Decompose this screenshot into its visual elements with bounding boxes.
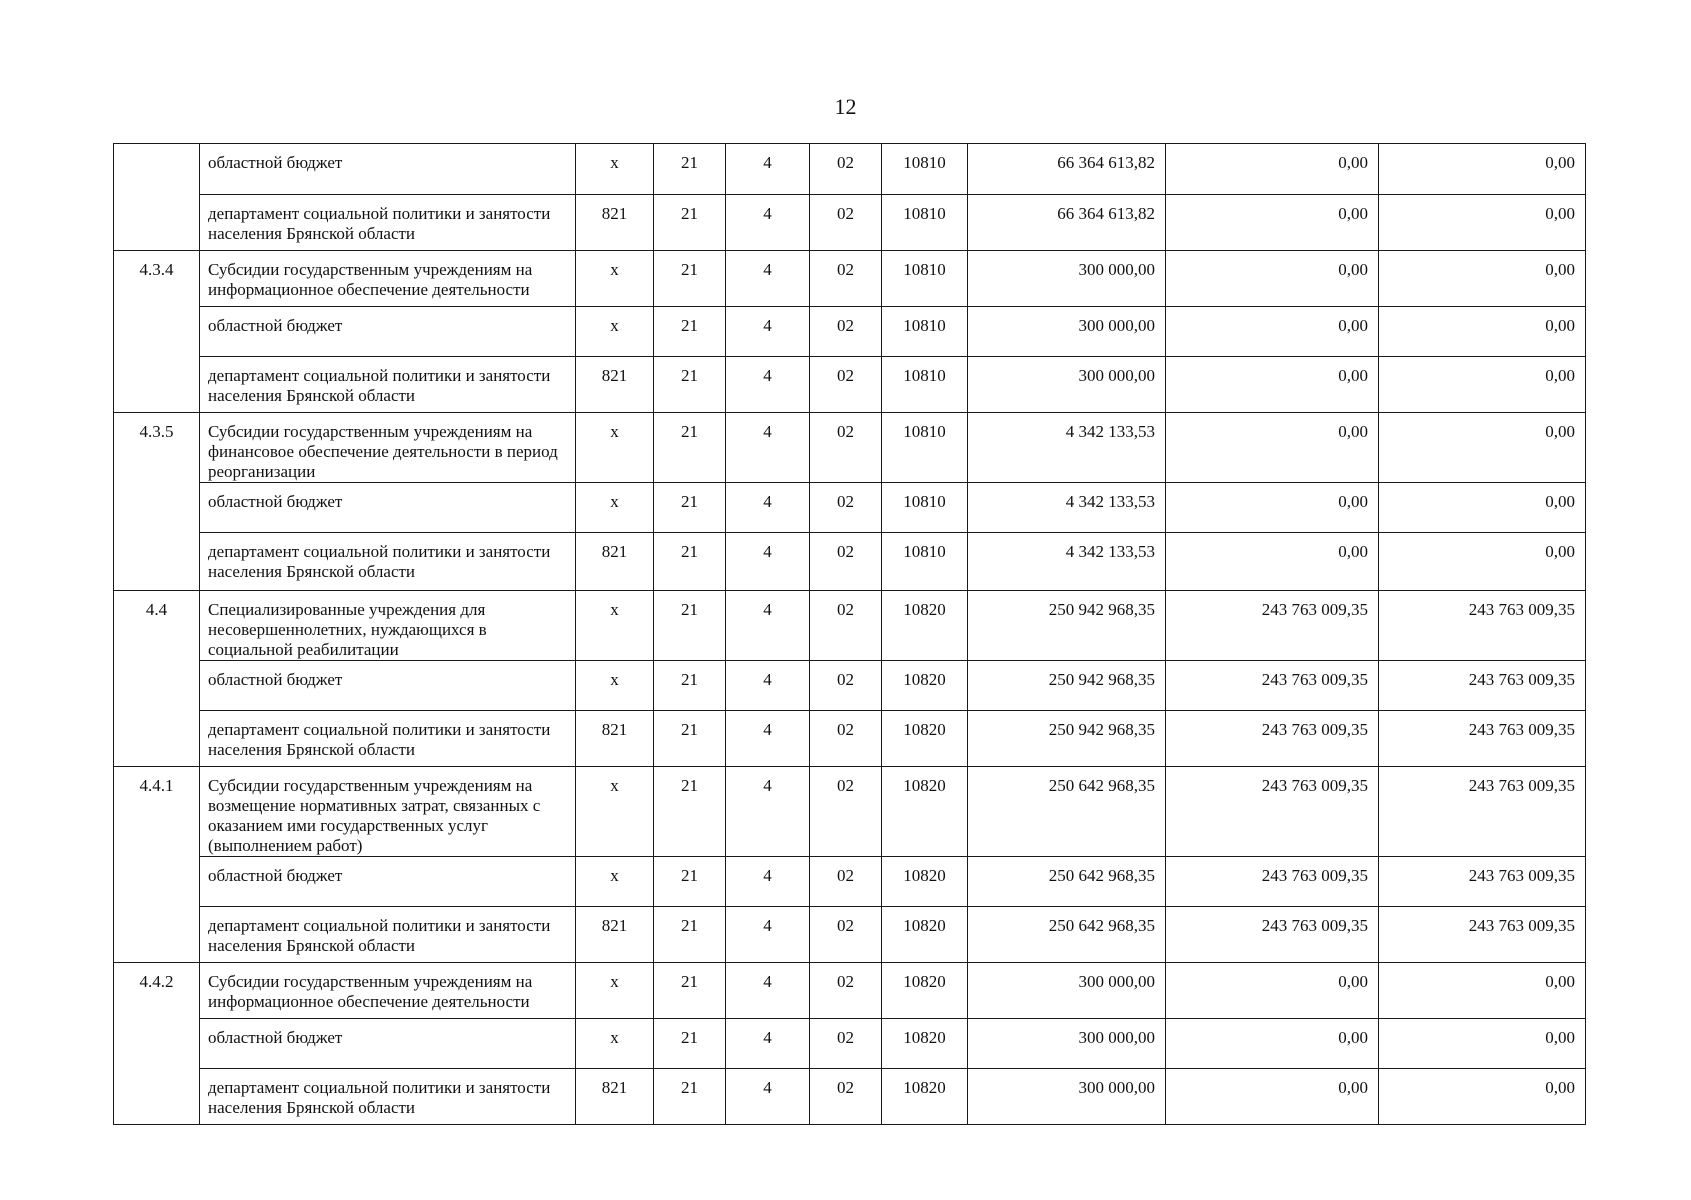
row-target-code: 10820 [882,1069,968,1125]
row-amount-year1: 4 342 133,53 [968,483,1166,533]
row-target-code: 10820 [882,963,968,1019]
row-amount-year3: 0,00 [1379,307,1586,357]
table-row [114,857,1586,907]
row-section-code: 21 [654,357,726,413]
row-amount-year1: 300 000,00 [968,307,1166,357]
row-name: департамент социальной политики и занятости населения Брянской области [200,1069,576,1125]
row-subsection-code: 4 [726,1019,810,1069]
table-row [114,591,1586,661]
row-grbs-code: х [576,767,654,857]
row-grbs-code: х [576,963,654,1019]
row-target-code: 10810 [882,307,968,357]
row-name: областной бюджет [200,857,576,907]
row-amount-year1: 250 642 968,35 [968,907,1166,963]
row-amount-year1: 250 942 968,35 [968,711,1166,767]
table-row [114,1019,1586,1069]
table-row [114,195,1586,251]
row-amount-year2: 0,00 [1166,195,1379,251]
row-subsection-code: 4 [726,711,810,767]
row-section-code: 21 [654,307,726,357]
row-amount-year1: 4 342 133,53 [968,413,1166,483]
row-amount-year1: 250 642 968,35 [968,857,1166,907]
row-amount-year1: 300 000,00 [968,963,1166,1019]
row-subsection-code: 4 [726,413,810,483]
row-section-code: 21 [654,591,726,661]
row-program-code: 02 [810,144,882,195]
row-target-code: 10810 [882,195,968,251]
row-grbs-code: х [576,1019,654,1069]
row-program-code: 02 [810,591,882,661]
table-row [114,711,1586,767]
row-program-code: 02 [810,907,882,963]
row-section-code: 21 [654,963,726,1019]
table-row [114,483,1586,533]
row-amount-year3: 243 763 009,35 [1379,857,1586,907]
row-section-code: 21 [654,195,726,251]
row-amount-year2: 0,00 [1166,533,1379,591]
row-amount-year2: 0,00 [1166,1069,1379,1125]
row-amount-year1: 250 942 968,35 [968,591,1166,661]
row-program-code: 02 [810,1069,882,1125]
row-subsection-code: 4 [726,1069,810,1125]
row-amount-year2: 0,00 [1166,963,1379,1019]
row-target-code: 10820 [882,767,968,857]
row-name: областной бюджет [200,307,576,357]
table-row [114,907,1586,963]
row-target-code: 10810 [882,483,968,533]
row-subsection-code: 4 [726,483,810,533]
row-name: Субсидии государственным учреждениям на информационное обеспечение деятельности [200,251,576,307]
row-name: Субсидии государственным учреждениям на возмещение нормативных затрат, связанных с оказанием ими государственных услуг (выполнением работ) [200,767,576,857]
row-section-code: 21 [654,857,726,907]
row-subsection-code: 4 [726,857,810,907]
row-amount-year2: 0,00 [1166,251,1379,307]
row-name: областной бюджет [200,144,576,195]
row-program-code: 02 [810,195,882,251]
row-section-code: 21 [654,533,726,591]
row-name: областной бюджет [200,661,576,711]
row-section-code: 21 [654,661,726,711]
row-section-code: 21 [654,767,726,857]
row-section-number [114,144,200,251]
row-subsection-code: 4 [726,144,810,195]
row-amount-year1: 300 000,00 [968,1069,1166,1125]
row-grbs-code: х [576,857,654,907]
row-amount-year1: 250 942 968,35 [968,661,1166,711]
row-grbs-code: х [576,483,654,533]
row-amount-year2: 0,00 [1166,413,1379,483]
row-grbs-code: 821 [576,907,654,963]
row-subsection-code: 4 [726,195,810,251]
table-row [114,413,1586,483]
row-section-code: 21 [654,251,726,307]
row-section-code: 21 [654,1019,726,1069]
row-subsection-code: 4 [726,767,810,857]
row-target-code: 10810 [882,357,968,413]
row-name: Субсидии государственным учреждениям на информационное обеспечение деятельности [200,963,576,1019]
row-amount-year1: 66 364 613,82 [968,144,1166,195]
row-amount-year3: 243 763 009,35 [1379,711,1586,767]
row-program-code: 02 [810,963,882,1019]
row-name: департамент социальной политики и занятости населения Брянской области [200,711,576,767]
row-name: департамент социальной политики и занятости населения Брянской области [200,195,576,251]
row-grbs-code: х [576,251,654,307]
row-amount-year2: 243 763 009,35 [1166,767,1379,857]
row-grbs-code: х [576,144,654,195]
row-amount-year2: 0,00 [1166,1019,1379,1069]
row-subsection-code: 4 [726,307,810,357]
row-section-code: 21 [654,907,726,963]
row-grbs-code: х [576,307,654,357]
row-amount-year2: 243 763 009,35 [1166,661,1379,711]
row-grbs-code: 821 [576,357,654,413]
row-program-code: 02 [810,483,882,533]
row-program-code: 02 [810,711,882,767]
budget-table [113,143,1586,1125]
row-target-code: 10820 [882,661,968,711]
row-subsection-code: 4 [726,251,810,307]
row-grbs-code: 821 [576,533,654,591]
row-name: департамент социальной политики и занятости населения Брянской области [200,533,576,591]
row-section-number: 4.3.4 [114,251,200,413]
row-name: департамент социальной политики и занятости населения Брянской области [200,357,576,413]
row-section-code: 21 [654,413,726,483]
row-subsection-code: 4 [726,661,810,711]
row-target-code: 10820 [882,857,968,907]
row-target-code: 10810 [882,144,968,195]
row-subsection-code: 4 [726,533,810,591]
row-target-code: 10810 [882,533,968,591]
row-name: департамент социальной политики и занятости населения Брянской области [200,907,576,963]
row-program-code: 02 [810,357,882,413]
row-subsection-code: 4 [726,591,810,661]
row-amount-year1: 4 342 133,53 [968,533,1166,591]
row-program-code: 02 [810,413,882,483]
row-amount-year2: 0,00 [1166,483,1379,533]
row-amount-year3: 243 763 009,35 [1379,591,1586,661]
row-amount-year3: 0,00 [1379,963,1586,1019]
table-row [114,1069,1586,1125]
row-grbs-code: х [576,661,654,711]
row-program-code: 02 [810,1019,882,1069]
table-row [114,357,1586,413]
page-number: 12 [834,94,857,119]
row-section-code: 21 [654,711,726,767]
row-name: Специализированные учреждения для несовершеннолетних, нуждающихся в социальной реабилитации [200,591,576,661]
row-program-code: 02 [810,857,882,907]
row-target-code: 10820 [882,907,968,963]
row-grbs-code: 821 [576,1069,654,1125]
row-amount-year3: 0,00 [1379,1069,1586,1125]
row-amount-year1: 300 000,00 [968,251,1166,307]
row-amount-year3: 243 763 009,35 [1379,661,1586,711]
row-amount-year1: 300 000,00 [968,1019,1166,1069]
row-amount-year3: 0,00 [1379,195,1586,251]
table-row [114,767,1586,857]
row-program-code: 02 [810,533,882,591]
row-amount-year2: 243 763 009,35 [1166,907,1379,963]
row-subsection-code: 4 [726,907,810,963]
row-section-code: 21 [654,144,726,195]
row-grbs-code: х [576,591,654,661]
row-amount-year3: 0,00 [1379,533,1586,591]
row-program-code: 02 [810,307,882,357]
row-section-number: 4.4.1 [114,767,200,963]
row-subsection-code: 4 [726,963,810,1019]
row-amount-year3: 243 763 009,35 [1379,907,1586,963]
row-amount-year2: 0,00 [1166,307,1379,357]
row-program-code: 02 [810,767,882,857]
row-target-code: 10810 [882,413,968,483]
row-section-code: 21 [654,1069,726,1125]
row-section-number: 4.4 [114,591,200,767]
row-amount-year2: 243 763 009,35 [1166,711,1379,767]
row-amount-year3: 0,00 [1379,413,1586,483]
table-row [114,533,1586,591]
row-name: Субсидии государственным учреждениям на финансовое обеспечение деятельности в период реорганизации [200,413,576,483]
row-amount-year2: 243 763 009,35 [1166,857,1379,907]
row-target-code: 10820 [882,591,968,661]
table-row [114,963,1586,1019]
row-amount-year3: 0,00 [1379,251,1586,307]
row-target-code: 10820 [882,1019,968,1069]
row-amount-year3: 243 763 009,35 [1379,767,1586,857]
row-name: областной бюджет [200,1019,576,1069]
row-name: областной бюджет [200,483,576,533]
row-target-code: 10820 [882,711,968,767]
row-program-code: 02 [810,661,882,711]
row-amount-year2: 0,00 [1166,144,1379,195]
row-grbs-code: 821 [576,711,654,767]
row-amount-year3: 0,00 [1379,357,1586,413]
table-row [114,251,1586,307]
row-section-code: 21 [654,483,726,533]
row-subsection-code: 4 [726,357,810,413]
row-amount-year1: 66 364 613,82 [968,195,1166,251]
row-section-number: 4.3.5 [114,413,200,591]
row-amount-year3: 0,00 [1379,483,1586,533]
row-section-number: 4.4.2 [114,963,200,1125]
row-grbs-code: 821 [576,195,654,251]
row-amount-year3: 0,00 [1379,1019,1586,1069]
row-amount-year2: 0,00 [1166,357,1379,413]
row-amount-year1: 300 000,00 [968,357,1166,413]
row-amount-year2: 243 763 009,35 [1166,591,1379,661]
row-program-code: 02 [810,251,882,307]
row-amount-year1: 250 642 968,35 [968,767,1166,857]
row-target-code: 10810 [882,251,968,307]
row-amount-year3: 0,00 [1379,144,1586,195]
table-row [114,661,1586,711]
row-grbs-code: х [576,413,654,483]
table-row [114,307,1586,357]
table-row [114,144,1586,195]
